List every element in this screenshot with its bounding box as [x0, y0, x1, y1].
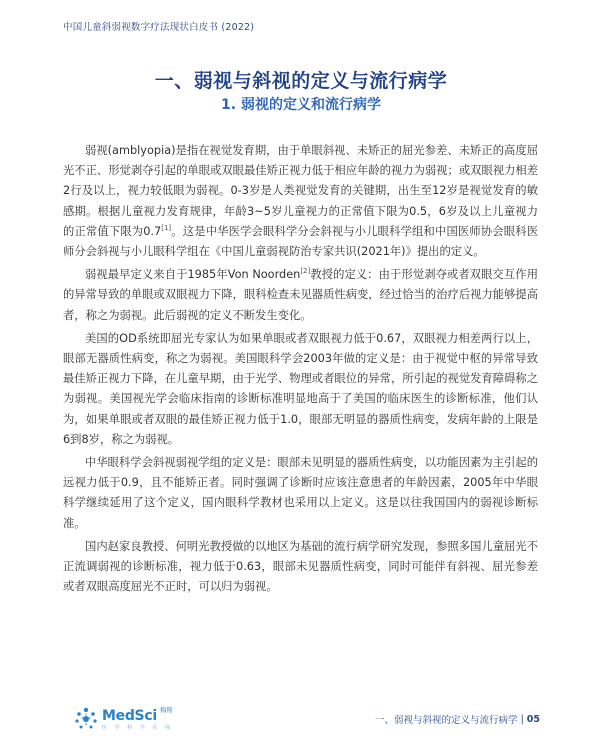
document-header: 中国儿童斜弱视数字疗法现状白皮书 (2022) — [63, 22, 255, 33]
paragraph-3: 美国的OD系统即屈光专家认为如果单眼或者双眼视力低于0.67，双眼视力相差两行以上，眼部无器质性病变，称之为弱视。美国眼科学会2003年做的定义是：由于视觉中枢的异常导致最佳矫正视力下降，在儿童早期，由于光学、物理或者眼位的异常，所引起的视觉发育障碍称之为弱视。美国视光学会临床指南的诊断标准明显地高于了美国的临床医生的诊断标准，他们认为，如果单眼或者双眼的最佳矫正视力低于1.0，眼部无明显的器质性病变，发病年龄的上限是6到8岁，称之为弱视。 — [63, 331, 538, 446]
medsci-logo — [73, 705, 173, 732]
page-number: 05 — [526, 713, 540, 725]
logo-brand: MedSci — [102, 708, 157, 724]
logo-tagline: 医 学 科 学 在 线 — [102, 725, 173, 731]
page-footer — [375, 712, 540, 726]
paragraph-1: 弱视(amblyopia)是指在视觉发育期，由于单眼斜视、未矫正的屈光参差、未矫正的高度屈光不正、形觉剥夺引起的单眼或双眼最佳矫正视力低于相应年龄的视力为弱视；或双眼视力相差2行及以上，视力较低眼为弱视。0-3岁是人类视觉发育的关键期，出生至12岁是视觉发育的敏感期。根据儿童视力发育规律，年龄3~5岁儿童视力的正常值下限为0.5，6岁及以上儿童视力的正常值下限为0.7[1]。这是中华医学会眼科学分会斜视与小儿眼科学组和中国医师协会眼科医师分会斜视与小儿眼科学组在《中国儿童弱视防治专家共识(2021年)》提出的定义。 — [63, 144, 538, 259]
paragraph-5: 国内赵家良教授、何明光教授做的以地区为基础的流行病学研究发现，参照多国儿童屈光不正流调弱视的诊断标准，视力低于0.63，眼部未见器质性病变，同时可能伴有斜视、屈光参差或者双眼高度屈光不正时，可以归为弱视。 — [63, 539, 538, 594]
medsci-logo-icon — [73, 706, 99, 732]
chapter-title: 一、弱视与斜视的定义与流行病学 — [154, 70, 448, 92]
body-text — [63, 141, 538, 600]
paragraph-4: 中华眼科学会斜视弱视学组的定义是：眼部未见明显的器质性病变，以功能因素为主引起的远视力低于0.9，且不能矫正者。同时强调了诊断时应该注意患者的年龄因素，2005年中华眼科学继续延用了这个定义，国内眼科学教材也采用以上定义。这是以往我国国内的弱视诊断标准。 — [63, 456, 538, 530]
footer-divider: | — [520, 713, 524, 725]
citation-2: [2] — [300, 267, 311, 276]
paragraph-2: 弱视最早定义来自于1985年Von Noorden[2]教授的定义：由于形觉剥夺或者双眼交互作用的异常导致的单眼或双眼视力下降，眼科检查未见器质性病变，经过恰当的治疗后视力能够提高者，称之为弱视。此后弱视的定义不断发生变化。 — [63, 267, 538, 322]
citation-1: [1] — [161, 224, 172, 233]
section-subtitle: 1. 弱视的定义和流行病学 — [221, 97, 381, 113]
footer-section: 一、弱视与斜视的定义与流行病学 — [375, 715, 518, 726]
logo-cn: 梅斯 — [159, 706, 173, 714]
